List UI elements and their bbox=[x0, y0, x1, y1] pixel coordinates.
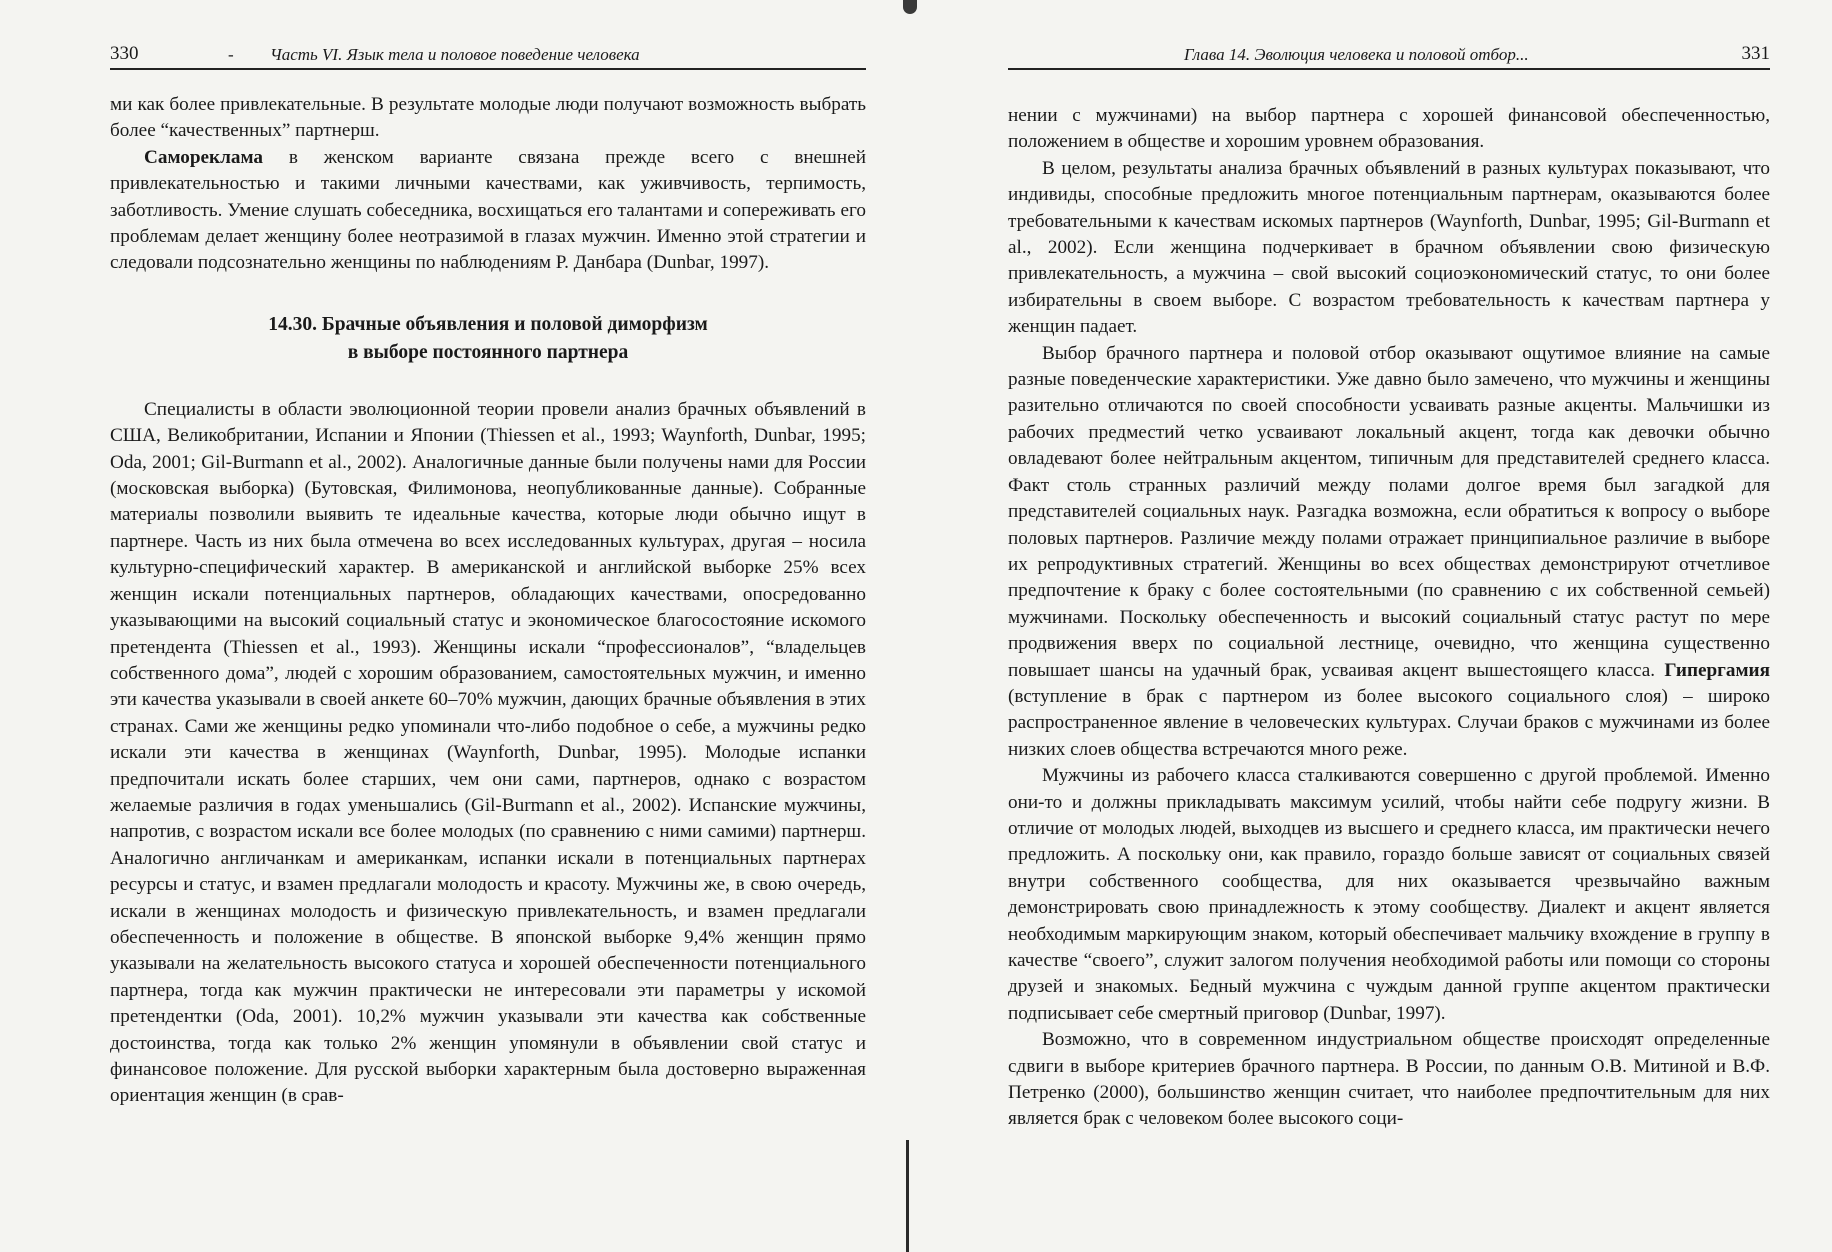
right-page bbox=[1008, 0, 1770, 1252]
term-bold: Самореклама bbox=[144, 146, 263, 168]
paragraph: В целом, результаты анализа брачных объявлений в разных культурах показывают, что индивиды, способные предложить многое потенциальным партнерам, оказываются более требовательными к качествам искомых партнеров (Waynforth, Dunbar, 1995; Gil-Burmann et al., 2002). Если женщина подчеркивает в брачном объявлении свою физическую привлекательность, а мужчина – свой высокий социоэкономический статус, то они более избирательны в своем выборе. С возрастом требовательность к качествам партнера у женщин падает. bbox=[1008, 157, 1770, 338]
section-title-line: 14.30. Брачные объявления и половой диморфизм bbox=[268, 313, 708, 335]
section-title-line: в выборе постоянного партнера bbox=[347, 341, 629, 363]
paragraph-text: (вступление в брак с партнером из более высокого социального слоя) – широко распространенное явление в человеческих культурах. Случаи браков с мужчинами из более низких слоев общества встречаются много реже. bbox=[1008, 685, 1770, 760]
paragraph bbox=[110, 145, 866, 277]
paragraph: Специалисты в области эволюционной теории провели анализ брачных объявлений в США, Великобритании, Испании и Японии (Thiessen et al., 1993; Waynforth, Dunbar, 1995; Oda, 2001; Gil-Burmann et al., 2002). Аналогичные данные были получены нами для России (московская выборка) (Бутовская, Филимонова, неопубликованные данные). Собранные материалы позволили выявить те идеальные качества, которые люди обычно ищут в партнере. Часть из них была отмечена во всех исследованных культурах, другая – носила культурно-специфический характер. В американской и английской выборке 25% всех женщин искали потенциальных партнеров, обладающих качествами, опосредованно указывающими на высокий социальный статус и экономическое благосостояние искомого претендента (Thiessen et al., 1993). Женщины искали “профессионалов”, “владельцев собственного дома”, людей с хорошим образованием, самостоятельных мужчин, и именно эти качества указывали в своей анкете 60–70% мужчин, дающих брачные объявления в этих странах. Сами же женщины редко упоминали что-либо подобное о себе, а мужчины редко искали эти качества в женщинах (Waynforth, Dunbar, 1995). Молодые испанки предпочитали искать более старших, чем они сами, партнеров, однако с возрастом желаемые различия в годах уменьшались (Gil-Burmann et al., 2002). Испанские мужчины, напротив, с возрастом искали все более молодых (по сравнению с ними самими) партнерш. Аналогично англичанкам и американкам, испанки искали в потенциальных партнерах ресурсы и статус, и взамен предлагали молодость и красоту. Мужчины же, в свою очередь, искали в женщинах молодость и физическую привлекательность, и взамен предлагали обеспеченность и положение в обществе. В японской выборке 9,4% женщин прямо указывали на желательность высокого статуса и хорошей обеспеченности потенциального партнера, тогда как мужчин практически не интересовали эти параметры у искомой претендентки (Oda, 2001). 10,2% мужчин указывали эти качества как собственные достоинства, тогда как только 2% женщин упомянули в объявлении свой статус и финансовое положение. Для русской выборки характерным была достоверно выраженная ориентация женщин (в срав- bbox=[110, 398, 866, 1107]
paragraph: Мужчины из рабочего класса сталкиваются совершенно с другой проблемой. Именно они-то и должны прикладывать максимум усилий, чтобы найти себе подругу жизни. В отличие от молодых людей, выходцев из высшего и среднего класса, им практически нечего предложить. А поскольку они, как правило, гораздо больше зависят от социальных связей внутри собственного сообщества, для них оказывается чрезвычайно важным демонстрировать свою принадлежность к этому сообществу. Диалект и акцент является необходимым маркирующим знаком, который обеспечивает мальчику вхождение в группу в качестве “своего”, служит залогом получения необходимой работы или помощи со стороны друзей и знакомых. Бедный мужчина с чуждым данной группе акцентом практически подписывает себе смертный приговор (Dunbar, 1997). bbox=[1008, 765, 1770, 1024]
right-page-body bbox=[1008, 103, 1770, 1133]
section-title bbox=[110, 311, 866, 367]
paragraph-text: в женском варианте связана прежде всего с внешней привлекательностью и такими личными качествами, как уживчивость, терпимость, заботливость. Умение слушать собеседника, восхищаться его талантами и сопереживать его проблемам делает женщину более неотразимой в глазах мужчин. Именно этой стратегии и следовали подсознательно женщины по наблюдениям Р. Данбара (Dunbar, 1997). bbox=[110, 146, 866, 274]
term-bold: Гипергамия bbox=[1664, 659, 1770, 681]
right-page-number: 331 bbox=[1741, 43, 1770, 64]
left-page-number: 330 bbox=[110, 43, 139, 64]
left-running-title: Часть VI. Язык тела и половое поведение человека bbox=[270, 45, 640, 64]
right-page-header bbox=[1008, 40, 1770, 70]
left-page-body bbox=[110, 92, 866, 1110]
paragraph: Возможно, что в современном индустриальном обществе происходят определенные сдвиги в выборе критериев брачного партнера. В России, по данным О.В. Митиной и В.Ф. Петренко (2000), большинство женщин считает, что наиболее предпочтительным для них является брак с человеком более высокого соци- bbox=[1008, 1029, 1770, 1130]
paragraph-text: Выбор брачного партнера и половой отбор оказывают ощутимое влияние на самые разные поведенческие характеристики. Уже давно было замечено, что мужчины и женщины разительно отличаются по своей способности усваивать разные акценты. Мальчишки из рабочих предместий четко усваивают локальный акцент, тогда как девочки обычно овладевают более нейтральным акцентом, типичным для представителей среднего класса. Факт столь странных различий между полами долгое время был загадкой для представителей социальных наук. Разгадка возможна, если обратиться к вопросу о выборе половых партнеров. Различие между полами отражает принципиальное различие в выборе их репродуктивных стратегий. Женщины во всех обществах демонстрируют отчетливое предпочтение к браку с более состоятельными (по сравнению с их собственной семьей) мужчинами. Поскольку обеспеченность и высокий социальный статус растут по мере продвижения вверх по социальной лестнице, очевидно, что женщина существенно повышает шансы на удачный брак, усваивая акцент вышестоящего класса. bbox=[1008, 342, 1770, 681]
gutter-line bbox=[906, 1140, 909, 1252]
paragraph bbox=[1008, 341, 1770, 764]
right-running-title: Глава 14. Эволюция человека и половой отбор... bbox=[1184, 45, 1529, 64]
binding-mark bbox=[903, 0, 917, 14]
paragraph: нении с мужчинами) на выбор партнера с хорошей финансовой обеспеченностью, положением в обществе и хорошим уровнем образования. bbox=[1008, 105, 1770, 153]
left-page bbox=[110, 0, 866, 1252]
left-page-header bbox=[110, 40, 866, 70]
header-separator: - bbox=[228, 45, 234, 64]
paragraph: ми как более привлекательные. В результате молодые люди получают возможность выбрать более “качественных” партнерш. bbox=[110, 94, 866, 142]
